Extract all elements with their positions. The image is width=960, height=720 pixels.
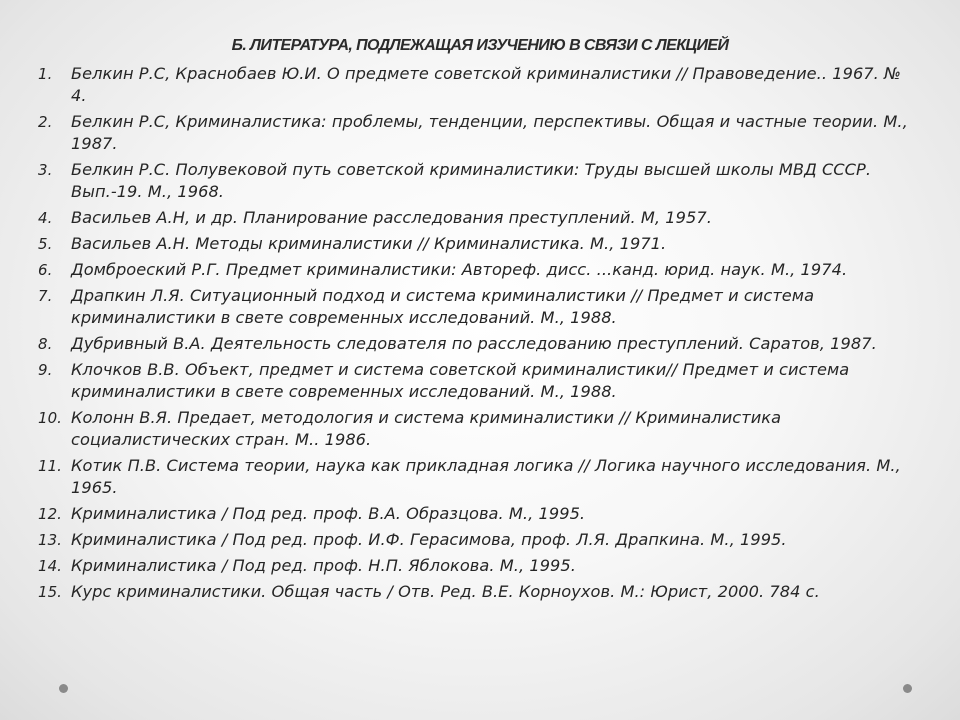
list-item — [38, 259, 918, 281]
item-text: Васильев А.Н. Методы криминалистики // Криминалистика. М., 1971. — [71, 234, 667, 253]
bibliography-list — [38, 63, 918, 607]
item-number: 8. — [38, 335, 53, 353]
item-text: Криминалистика / Под ред. проф. В.А. Образцова. М., 1995. — [71, 504, 586, 523]
item-number: 9. — [38, 361, 53, 379]
list-item — [38, 159, 918, 203]
list-item — [38, 63, 918, 107]
list-item — [38, 285, 918, 329]
item-number: 1. — [38, 65, 53, 83]
item-number: 10. — [38, 409, 63, 427]
item-number: 5. — [38, 235, 53, 253]
item-number: 2. — [38, 113, 53, 131]
list-item — [38, 555, 918, 577]
item-number: 4. — [38, 209, 53, 227]
item-text: Колонн В.Я. Предает, методология и система криминалистики // Криминалистика социалистических стран. М.. 1986. — [71, 408, 782, 449]
item-number: 7. — [38, 287, 53, 305]
list-item — [38, 233, 918, 255]
list-item — [38, 529, 918, 551]
list-item — [38, 581, 918, 603]
item-text: Драпкин Л.Я. Ситуационный подход и система криминалистики // Предмет и система криминалистики в свете современных исследований. М., 1988. — [71, 286, 815, 327]
item-text: Котик П.В. Система теории, наука как прикладная логика // Логика научного исследования. М., 1965. — [71, 456, 901, 497]
item-number: 6. — [38, 261, 53, 279]
decorative-dot-left-icon — [59, 684, 68, 693]
list-item — [38, 359, 918, 403]
item-text: Белкин Р.С, Краснобаев Ю.И. О предмете советской криминалистики // Правоведение.. 1967. № 4. — [71, 64, 901, 105]
item-number: 14. — [38, 557, 63, 575]
item-text: Клочков В.В. Объект, предмет и система советской криминалистики// Предмет и система криминалистики в свете современных исследований. М., 1988. — [71, 360, 850, 401]
item-text: Белкин Р.С. Полувековой путь советской криминалистики: Труды высшей школы МВД СССР. Вып.-19. М., 1968. — [71, 160, 872, 201]
list-item — [38, 455, 918, 499]
list-item — [38, 407, 918, 451]
item-text: Белкин Р.С, Криминалистика: проблемы, тенденции, перспективы. Общая и частные теории. М., 1987. — [71, 112, 908, 153]
item-text: Васильев А.Н, и др. Планирование расследования преступлений. М, 1957. — [71, 208, 712, 227]
list-item — [38, 333, 918, 355]
item-text: Дубривный В.А. Деятельность следователя по расследованию преступлений. Саратов, 1987. — [71, 334, 877, 353]
decorative-dot-right-icon — [903, 684, 912, 693]
item-number: 12. — [38, 505, 63, 523]
item-number: 13. — [38, 531, 63, 549]
item-text: Домброеский Р.Г. Предмет криминалистики: Автореф. дисс. ...канд. юрид. наук. М., 1974. — [71, 260, 848, 279]
item-number: 15. — [38, 583, 63, 601]
list-item — [38, 503, 918, 525]
slide-title: Б. ЛИТЕРАТУРА, ПОДЛЕЖАЩАЯ ИЗУЧЕНИЮ В СВЯЗИ С ЛЕКЦИЕЙ — [231, 37, 729, 54]
item-text: Курс криминалистики. Общая часть / Отв. Ред. В.Е. Корноухов. М.: Юрист, 2000. 784 с. — [71, 582, 820, 601]
item-number: 3. — [38, 161, 53, 179]
list-item — [38, 207, 918, 229]
item-text: Криминалистика / Под ред. проф. И.Ф. Герасимова, проф. Л.Я. Драпкина. М., 1995. — [71, 530, 787, 549]
list-item — [38, 111, 918, 155]
item-number: 11. — [38, 457, 63, 475]
item-text: Криминалистика / Под ред. проф. Н.П. Яблокова. М., 1995. — [71, 556, 576, 575]
